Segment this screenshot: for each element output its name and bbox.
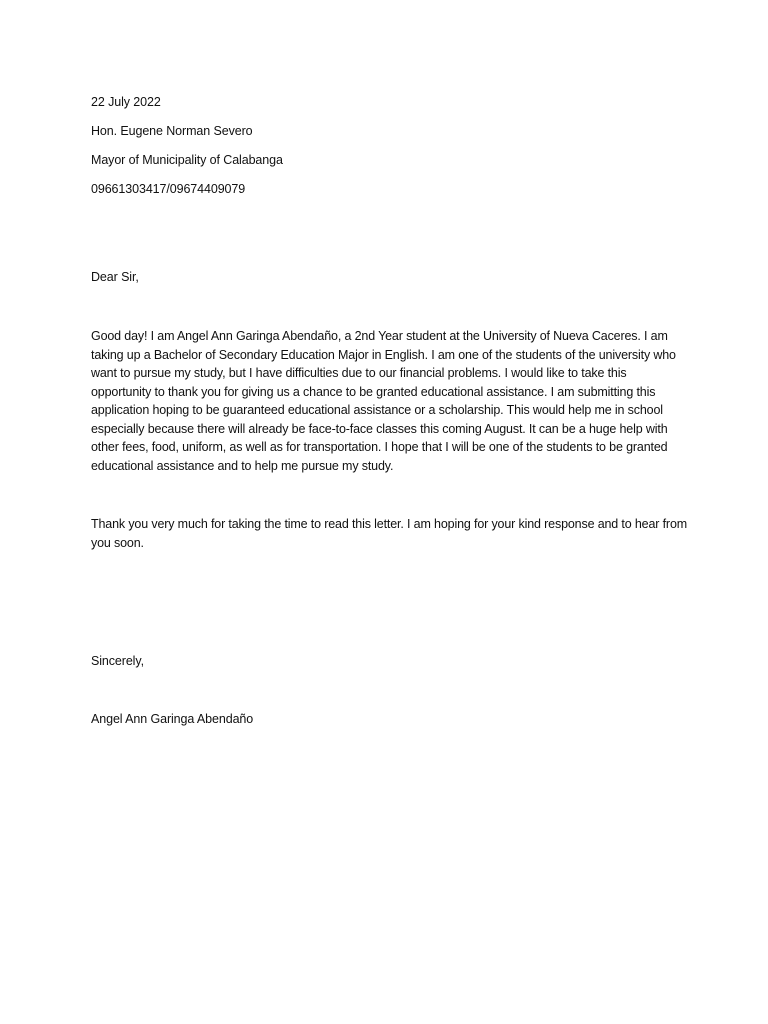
recipient-name: Hon. Eugene Norman Severo xyxy=(91,124,253,138)
body-paragraph-2: Thank you very much for taking the time to read this letter. I am hoping for your kind response and to hear from you soon. xyxy=(91,517,688,550)
salutation: Dear Sir, xyxy=(91,270,139,284)
letter-date: 22 July 2022 xyxy=(91,95,161,109)
recipient-title: Mayor of Municipality of Calabanga xyxy=(91,153,283,167)
signature-name: Angel Ann Garinga Abendaño xyxy=(91,712,254,726)
recipient-phone: 09661303417/09674409079 xyxy=(91,182,246,196)
closing: Sincerely, xyxy=(91,654,144,668)
body-paragraph-1: Good day! I am Angel Ann Garinga Abendaño, a 2nd Year student at the University of Nueva Caceres. I am taking up a Bachelor of Secondary Education Major in English. I am one of the students of the university who want to pursue my study, but I have difficulties due to our financial problems. I would like to take this opportunity to thank you for giving us a chance to be granted educational assistance. I am submitting this application hoping to be guaranteed educational assistance or a scholarship. This would help me in school especially because there will already be face-to-face classes this coming August. It can be a huge help with other fees, food, uniform, as well as for transportation. I hope that I will be one of the students to be granted educational assistance and to help me pursue my study. xyxy=(91,329,676,473)
